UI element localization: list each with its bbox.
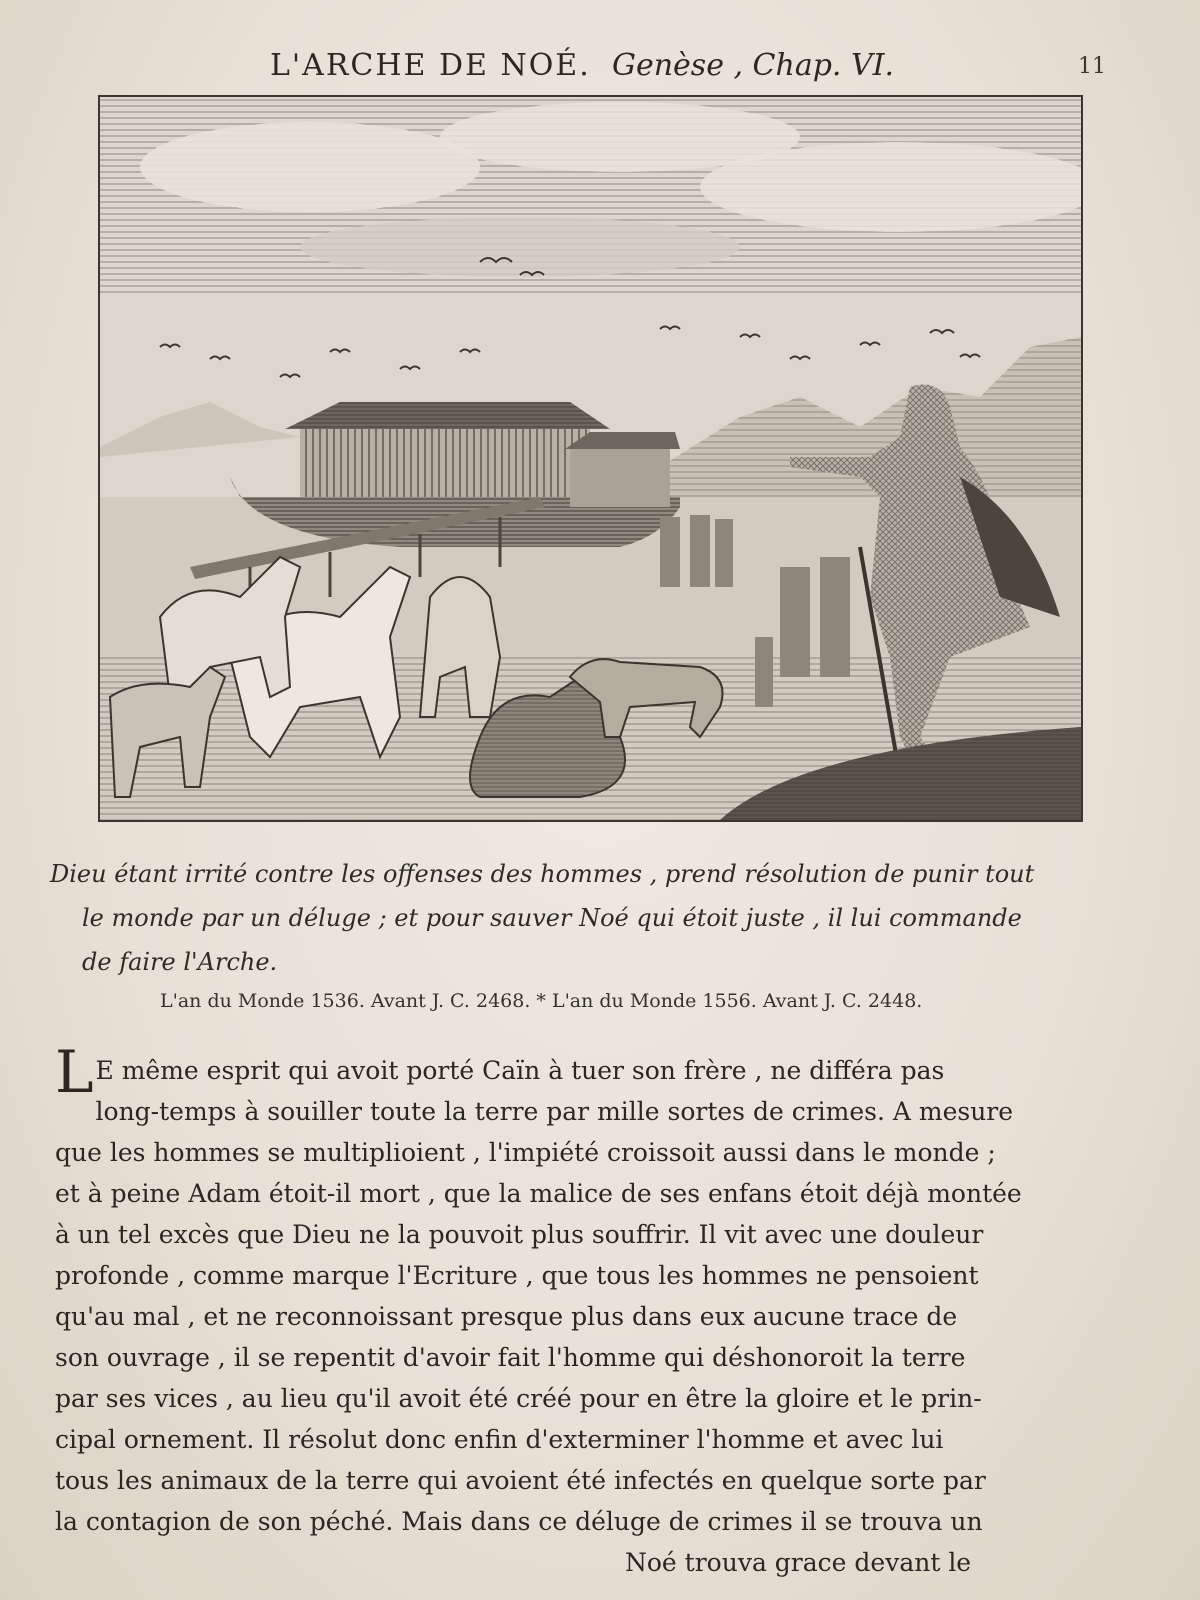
text-line: son ouvrage , il se repentit d'avoir fait l'homme qui déshonoroit la terre: [55, 1343, 966, 1372]
text-line: la contagion de son péché. Mais dans ce déluge de crimes il se trouva un: [55, 1507, 983, 1536]
page-number: 11: [1078, 54, 1106, 79]
text-line: par ses vices , au lieu qu'il avoit été créé pour en être la gloire et le prin-: [55, 1384, 982, 1413]
header-title: L'ARCHE DE NOÉ.: [270, 48, 591, 83]
body-text: [55, 1038, 1110, 1583]
chronology-dates: L'an du Monde 1536. Avant J. C. 2468. * L'an du Monde 1556. Avant J. C. 2448.: [160, 990, 923, 1012]
text-line: cipal ornement. Il résolut donc enfin d'exterminer l'homme et avec lui: [55, 1425, 944, 1454]
text-line: à un tel excès que Dieu ne la pouvoit plus souffrir. Il vit avec une douleur: [55, 1220, 984, 1249]
text-line: long-temps à souiller toute la terre par mille sortes de crimes. A mesure: [95, 1097, 1014, 1126]
engraving-illustration: [98, 95, 1083, 822]
header-subtitle: Genèse , Chap. VI.: [612, 48, 895, 83]
noah-ark-engraving: [100, 97, 1081, 820]
caption-line: de faire l'Arche.: [82, 948, 278, 976]
text-line: qu'au mal , et ne reconnoissant presque plus dans eux aucune trace de: [55, 1302, 958, 1331]
running-header: [0, 48, 1200, 92]
text-line: et à peine Adam étoit-il mort , que la malice de ses enfans étoit déjà montée: [55, 1179, 1022, 1208]
cloud: [140, 122, 480, 212]
caption-line: le monde par un déluge ; et pour sauver Noé qui étoit juste , il lui commande: [82, 904, 1022, 932]
text-line: Noé trouva grace devant le: [625, 1548, 972, 1577]
illustration-caption: [50, 852, 1110, 984]
text-line: que les hommes se multiplioient , l'impiété croissoit aussi dans le monde ;: [55, 1138, 996, 1167]
text-line: E même esprit qui avoit porté Caïn à tuer son frère , ne différa pas: [95, 1056, 945, 1085]
drop-cap: L: [55, 1038, 94, 1106]
ark-annex: [570, 447, 670, 507]
text-line: profonde , comme marque l'Ecriture , que tous les hommes ne pensoient: [55, 1261, 979, 1290]
text-line: tous les animaux de la terre qui avoient été infectés en quelque sorte par: [55, 1466, 986, 1495]
caption-line: Dieu étant irrité contre les offenses des hommes , prend résolution de punir tout: [50, 860, 1035, 888]
cloud: [300, 217, 740, 277]
